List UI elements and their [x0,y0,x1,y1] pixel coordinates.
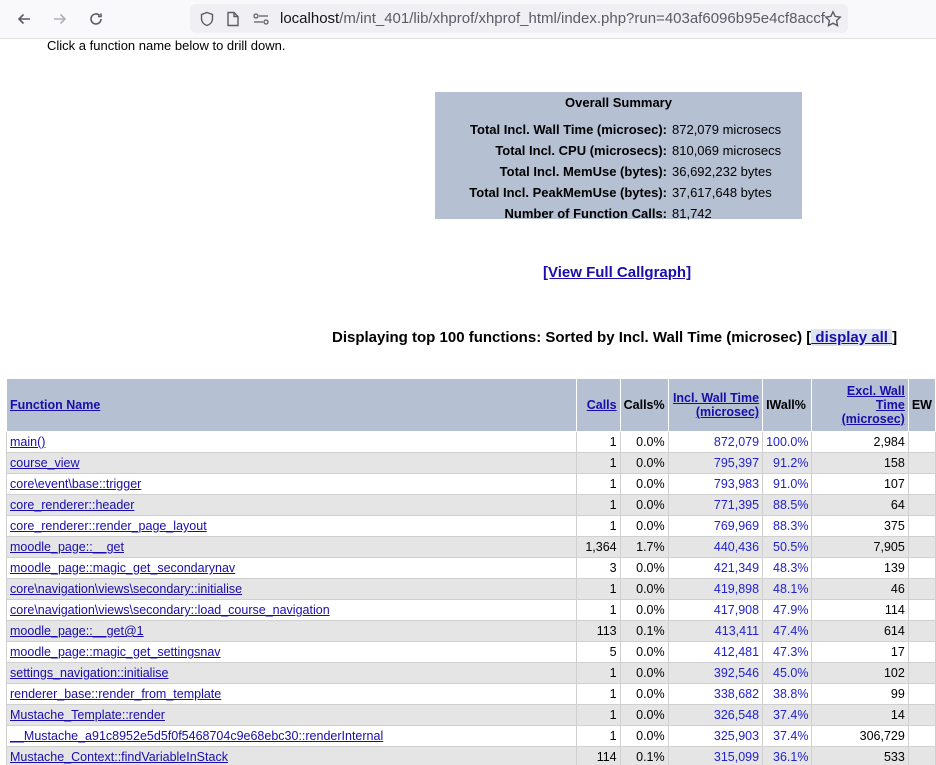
calls-pct-cell: 0.0% [620,726,668,747]
incl-wall-cell: 326,548 [668,705,762,726]
table-row [7,579,936,600]
function-name-cell[interactable] [7,432,577,453]
summary-value: 36,692,232 bytes [672,164,772,179]
summary-label: Total Incl. Wall Time (microsec): [470,122,667,137]
header-incl-wall[interactable] [668,379,762,432]
calls-cell: 1 [576,663,620,684]
calls-pct-cell: 0.0% [620,642,668,663]
table-row [7,663,936,684]
excl-wall-cell: 306,729 [812,726,908,747]
summary-value: 872,079 microsecs [672,122,782,137]
calls-pct-cell: 1.7% [620,537,668,558]
next-column-cell [908,495,935,516]
function-name-cell[interactable] [7,537,577,558]
next-column-cell [908,600,935,621]
calls-pct-cell: 0.0% [620,432,668,453]
function-link[interactable]: core\navigation\views\secondary::initialise [10,582,243,596]
summary-row [435,164,802,185]
sort-excl-wall-link[interactable]: Excl. Wall Time (microsec) [841,384,905,426]
sort-incl-wall-link[interactable]: Incl. Wall Time (microsec) [672,391,760,419]
calls-pct-cell: 0.0% [620,579,668,600]
function-link[interactable]: __Mustache_a91c8952e5d5f0f5468704c9e68ebc30::renderInternal [10,729,384,743]
function-name-cell[interactable] [7,705,577,726]
iwall-pct-cell: 50.5% [763,537,812,558]
next-column-cell [908,432,935,453]
iwall-pct-cell: 47.3% [763,642,812,663]
bracket-open: [ [806,329,812,346]
url-text[interactable] [280,10,828,27]
iwall-pct-cell: 37.4% [763,705,812,726]
summary-value: 81,742 [672,206,712,221]
bracket-close: ] [892,329,898,346]
function-link[interactable]: Mustache_Context::findVariableInStack [10,750,228,764]
excl-wall-cell: 2,984 [812,432,908,453]
next-column-cell [908,726,935,747]
function-name-cell[interactable] [7,495,577,516]
calls-cell: 1 [576,684,620,705]
overall-summary-box [435,92,802,219]
incl-wall-cell: 769,969 [668,516,762,537]
function-link[interactable]: core\event\base::trigger [10,477,142,491]
summary-value: 810,069 microsecs [672,143,782,158]
summary-row [435,206,802,227]
summary-row [435,143,802,164]
function-link[interactable]: core_renderer::header [10,498,135,512]
table-row [7,537,936,558]
function-name-cell[interactable] [7,474,577,495]
excl-wall-cell: 139 [812,558,908,579]
excl-wall-cell: 99 [812,684,908,705]
table-row [7,600,936,621]
function-name-cell[interactable] [7,642,577,663]
calls-cell: 1 [576,516,620,537]
iwall-pct-cell: 37.4% [763,726,812,747]
incl-wall-cell: 338,682 [668,684,762,705]
next-column-cell [908,474,935,495]
calls-cell: 1 [576,726,620,747]
function-name-cell[interactable] [7,684,577,705]
calls-pct-cell: 0.1% [620,747,668,765]
calls-cell: 1 [576,474,620,495]
excl-wall-cell: 158 [812,453,908,474]
iwall-pct-cell: 36.1% [763,747,812,765]
table-row [7,726,936,747]
table-row [7,453,936,474]
calls-pct-cell: 0.0% [620,558,668,579]
next-column-cell [908,663,935,684]
incl-wall-cell: 325,903 [668,726,762,747]
incl-wall-cell: 793,983 [668,474,762,495]
function-link[interactable]: moodle_page::__get@1 [10,624,144,638]
function-name-cell[interactable] [7,516,577,537]
calls-pct-cell: 0.0% [620,663,668,684]
excl-wall-cell: 14 [812,705,908,726]
browser-toolbar [0,0,936,39]
excl-wall-cell: 107 [812,474,908,495]
next-column-cell [908,642,935,663]
calls-cell: 1 [576,453,620,474]
function-link[interactable]: course_view [10,456,80,470]
function-name-cell[interactable] [7,663,577,684]
table-row [7,558,936,579]
calls-pct-cell: 0.0% [620,495,668,516]
functions-table-body [7,432,936,765]
next-column-cell [908,537,935,558]
header-excl-wall[interactable] [812,379,908,432]
calls-cell: 1 [576,432,620,453]
function-link[interactable]: moodle_page::magic_get_settingsnav [10,645,221,659]
page-icon[interactable] [218,0,248,38]
next-column-cell [908,453,935,474]
url-host: localhost [280,10,340,27]
incl-wall-cell: 440,436 [668,537,762,558]
table-row [7,495,936,516]
calls-cell: 1 [576,600,620,621]
table-row [7,474,936,495]
calls-pct-cell: 0.0% [620,684,668,705]
function-link[interactable]: Mustache_Template::render [10,708,165,722]
table-row [7,621,936,642]
calls-pct-cell: 0.0% [620,453,668,474]
function-link[interactable]: settings_navigation::initialise [10,666,169,680]
excl-wall-cell: 7,905 [812,537,908,558]
iwall-pct-cell: 45.0% [763,663,812,684]
summary-value: 37,617,648 bytes [672,185,772,200]
sort-calls-link[interactable]: Calls [586,398,617,412]
table-header-row [7,379,936,432]
functions-table [6,378,936,765]
summary-label: Number of Function Calls: [504,206,667,221]
iwall-pct-cell: 88.3% [763,516,812,537]
incl-wall-cell: 771,395 [668,495,762,516]
function-name-cell[interactable] [7,579,577,600]
calls-cell: 114 [576,747,620,765]
excl-wall-cell: 114 [812,600,908,621]
function-link[interactable]: moodle_page::__get [10,540,124,554]
excl-wall-cell: 533 [812,747,908,765]
function-name-cell[interactable] [7,726,577,747]
forward-icon[interactable] [45,0,75,38]
calls-cell: 1 [576,579,620,600]
calls-cell: 5 [576,642,620,663]
iwall-pct-cell: 100.0% [763,432,812,453]
calls-cell: 1,364 [576,537,620,558]
excl-wall-cell: 614 [812,621,908,642]
address-bar[interactable] [190,4,848,33]
table-row [7,642,936,663]
summary-row [435,185,802,206]
incl-wall-cell: 421,349 [668,558,762,579]
function-link[interactable]: renderer_base::render_from_template [10,687,222,701]
iwall-pct-cell: 47.4% [763,621,812,642]
calls-cell: 3 [576,558,620,579]
excl-wall-cell: 46 [812,579,908,600]
summary-label: Total Incl. CPU (microsecs): [495,143,667,158]
function-name-cell[interactable] [7,453,577,474]
excl-wall-cell: 17 [812,642,908,663]
incl-wall-cell: 412,481 [668,642,762,663]
iwall-pct-cell: 38.8% [763,684,812,705]
incl-wall-cell: 419,898 [668,579,762,600]
excl-wall-cell: 64 [812,495,908,516]
incl-wall-cell: 315,099 [668,747,762,765]
function-name-cell[interactable] [7,747,577,765]
calls-pct-cell: 0.1% [620,621,668,642]
next-column-cell [908,621,935,642]
summary-label: Total Incl. MemUse (bytes): [499,164,667,179]
calls-pct-cell: 0.0% [620,516,668,537]
header-calls[interactable] [576,379,620,432]
calls-pct-cell: 0.0% [620,474,668,495]
excl-wall-cell: 102 [812,663,908,684]
table-row [7,516,936,537]
iwall-pct-cell: 91.2% [763,453,812,474]
next-column-cell [908,579,935,600]
incl-wall-cell: 795,397 [668,453,762,474]
summary-label: Total Incl. PeakMemUse (bytes): [469,185,667,200]
view-full-callgraph-link[interactable]: [View Full Callgraph] [543,264,692,281]
next-column-cell [908,684,935,705]
header-next-column: EW [908,379,935,432]
calls-pct-cell: 0.0% [620,705,668,726]
function-link[interactable]: core\navigation\views\secondary::load_course_navigation [10,603,330,617]
sort-function-name-link[interactable]: Function Name [10,398,101,412]
next-column-cell [908,516,935,537]
displaying-heading [332,329,897,346]
iwall-pct-cell: 47.9% [763,600,812,621]
display-all-link[interactable]: display all [811,329,893,346]
table-row [7,684,936,705]
function-name-cell[interactable] [7,558,577,579]
iwall-pct-cell: 91.0% [763,474,812,495]
summary-row [435,122,802,143]
iwall-pct-cell: 88.5% [763,495,812,516]
displaying-text: Displaying top 100 functions: Sorted by Incl. Wall Time (microsec) [332,329,807,346]
intro-text: Click a function name below to drill down. [47,38,286,53]
url-path: /m/int_401/lib/xhprof/xhprof_html/index.php?run=403af6096b95e4cf8accf [339,10,825,27]
view-callgraph-container [543,264,691,281]
function-link[interactable]: main() [10,435,46,449]
header-iwall-pct: IWall% [763,379,812,432]
back-icon[interactable] [9,0,39,38]
next-column-cell [908,705,935,726]
table-row [7,747,936,765]
functions-table-wrapper [6,378,936,765]
incl-wall-cell: 872,079 [668,432,762,453]
next-column-cell [908,558,935,579]
incl-wall-cell: 413,411 [668,621,762,642]
header-calls-pct: Calls% [620,379,668,432]
site-permissions-icon[interactable] [246,0,276,38]
function-name-cell[interactable] [7,621,577,642]
table-row [7,705,936,726]
calls-cell: 113 [576,621,620,642]
function-name-cell[interactable] [7,600,577,621]
function-link[interactable]: moodle_page::magic_get_secondarynav [10,561,236,575]
calls-cell: 1 [576,705,620,726]
excl-wall-cell: 375 [812,516,908,537]
iwall-pct-cell: 48.1% [763,579,812,600]
summary-title: Overall Summary [565,95,672,110]
function-link[interactable]: core_renderer::render_page_layout [10,519,207,533]
next-column-cell [908,747,935,765]
incl-wall-cell: 392,546 [668,663,762,684]
bookmark-star-icon[interactable] [818,0,848,38]
header-function-name[interactable] [7,379,577,432]
calls-pct-cell: 0.0% [620,600,668,621]
calls-cell: 1 [576,495,620,516]
incl-wall-cell: 417,908 [668,600,762,621]
reload-icon[interactable] [81,0,111,38]
table-row [7,432,936,453]
iwall-pct-cell: 48.3% [763,558,812,579]
